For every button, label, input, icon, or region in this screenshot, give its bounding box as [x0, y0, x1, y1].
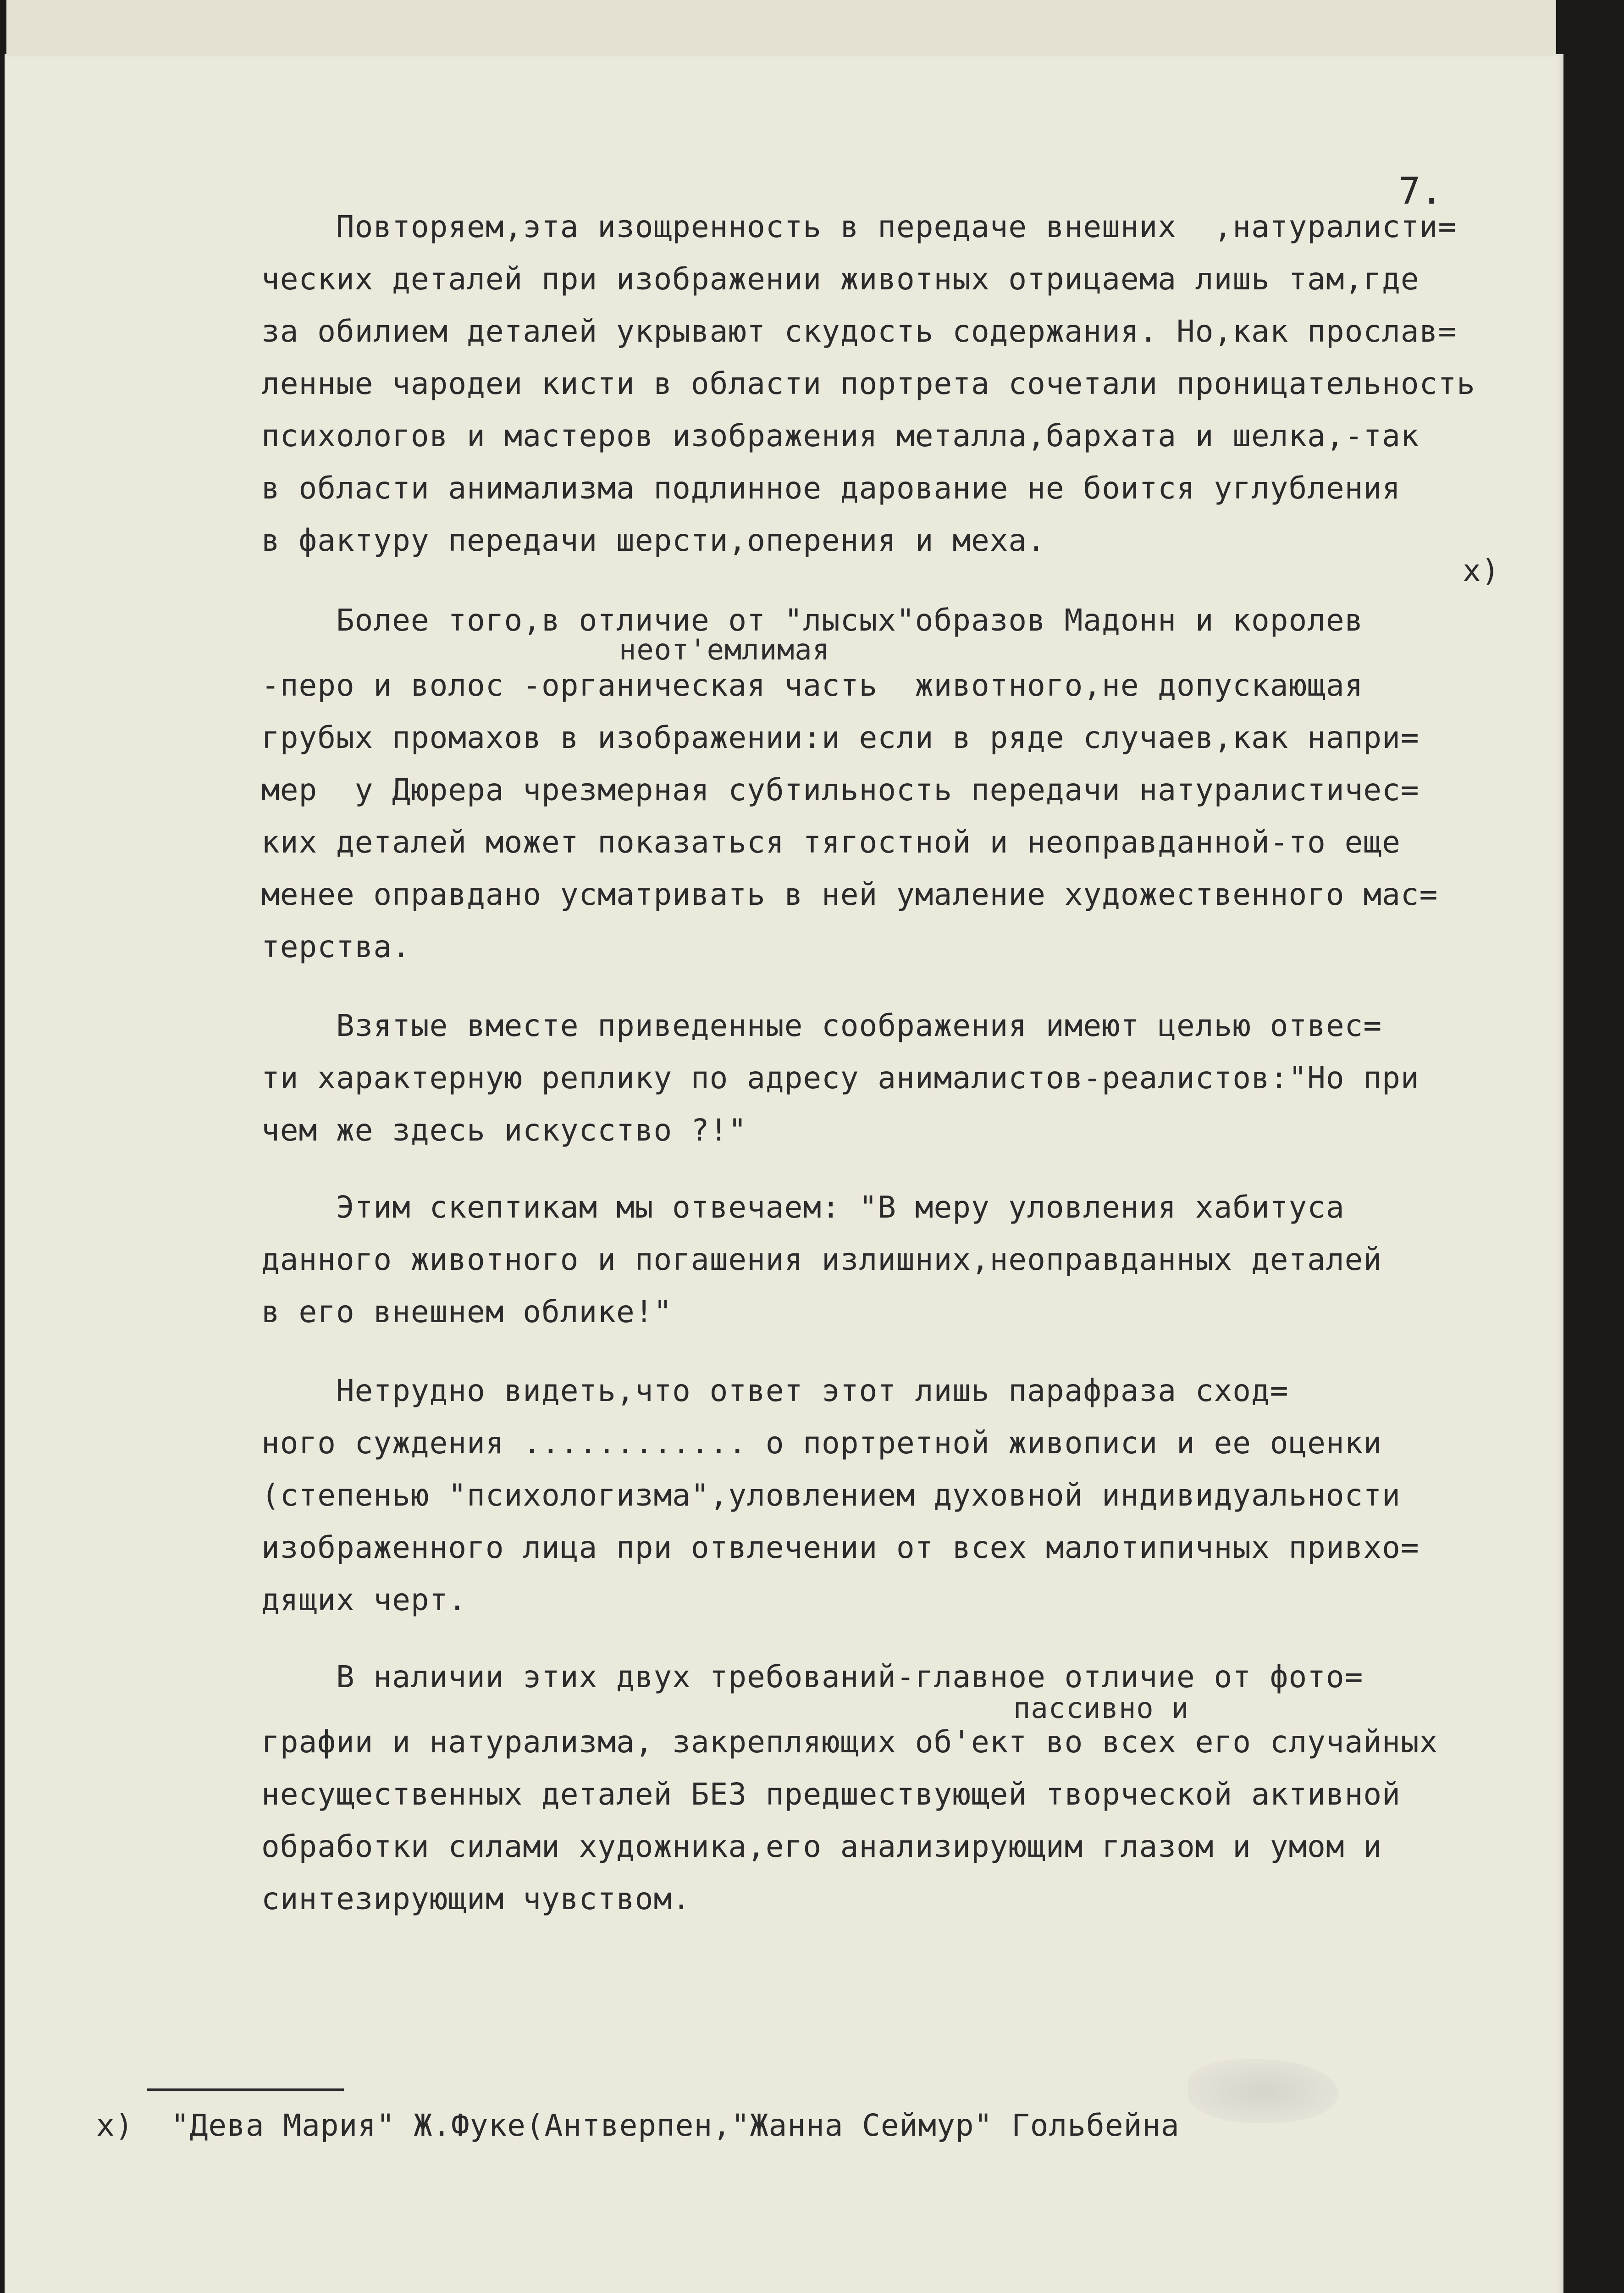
text-line: ти характерную реплику по адресу анималистов-реалистов:"Но при — [261, 1060, 1420, 1096]
text-line: В наличии этих двух требований-главное отличие от фото= — [261, 1659, 1364, 1695]
text-line: Более того,в отличие от "лысых"образов Мадонн и королев — [261, 603, 1364, 638]
text-line: Повторяем,эта изощренность в передаче внешних ,натуралисти= — [261, 209, 1457, 244]
text-line: Нетрудно видеть,что ответ этот лишь парафраза сход= — [261, 1373, 1289, 1408]
typed-page — [5, 54, 1563, 2293]
footnote-rule — [147, 2088, 344, 2091]
text-line: грубых промахов в изображении:и если в ряде случаев,как напри= — [261, 720, 1420, 755]
text-line: дящих черт. — [261, 1582, 467, 1617]
text-line: графии и натурализма, закрепляющих об'ект во всех его случайных — [261, 1724, 1438, 1760]
text-line: Этим скептикам мы отвечаем: "В меру уловления хабитуса — [261, 1190, 1345, 1225]
text-line: ческих деталей при изображении животных отрицаема лишь там,где — [261, 261, 1420, 297]
text-line: психологов и мастеров изображения металла,бархата и шелка,-так — [261, 418, 1420, 454]
text-line: Взятые вместе приведенные соображения имеют целью отвес= — [261, 1008, 1382, 1043]
text-line: несущественных деталей БЕЗ предшествующей творческой активной — [261, 1777, 1401, 1812]
text-line: мер у Дюрера чрезмерная субтильность передачи натуралистичес= — [261, 772, 1420, 808]
text-line: менее оправдано усматривать в ней умаление художественного мас= — [261, 877, 1438, 912]
text-line: в фактуру передачи шерсти,оперения и меха. — [261, 523, 1046, 558]
text-line: ленные чародеи кисти в области портрета сочетали проницательность — [261, 366, 1475, 401]
text-line: ного суждения ............ о портретной живописи и ее оценки — [261, 1425, 1382, 1461]
text-line: синтезирующим чувством. — [261, 1881, 691, 1916]
text-line: в области анимализма подлинное дарование не боится углубления — [261, 471, 1401, 506]
text-line: чем же здесь искусство ?!" — [261, 1113, 747, 1148]
text-line: в его внешнем облике!" — [261, 1294, 673, 1329]
pencil-scribble — [1188, 2059, 1339, 2123]
text-line: обработки силами художника,его анализирующим глазом и умом и — [261, 1829, 1382, 1864]
handwritten-insert: пассивно и — [1013, 1691, 1189, 1725]
text-line: (степенью "психологизма",уловлением духовной индивидуальности — [261, 1478, 1401, 1513]
footnote-text: x) "Дева Мария" Ж.Фуке(Антверпен,"Жанна Сеймур" Гольбейна — [96, 2108, 1180, 2143]
text-line: ких деталей может показаться тягостной и неоправданной-то еще — [261, 825, 1401, 860]
handwritten-insert: неот'емлимая — [619, 633, 830, 666]
text-line: данного животного и погашения излишних,неоправданных деталей — [261, 1242, 1382, 1277]
text-line: за обилием деталей укрывают скудость содержания. Но,как прослав= — [261, 314, 1457, 349]
text-line: терства. — [261, 929, 411, 964]
page-number: 7. — [1398, 170, 1443, 212]
text-line: изображенного лица при отвлечении от всех малотипичных привхо= — [261, 1530, 1420, 1565]
footnote-marker: x) — [1463, 553, 1500, 588]
text-line: -перо и волос -органическая часть животного,не допускающая — [261, 668, 1364, 703]
